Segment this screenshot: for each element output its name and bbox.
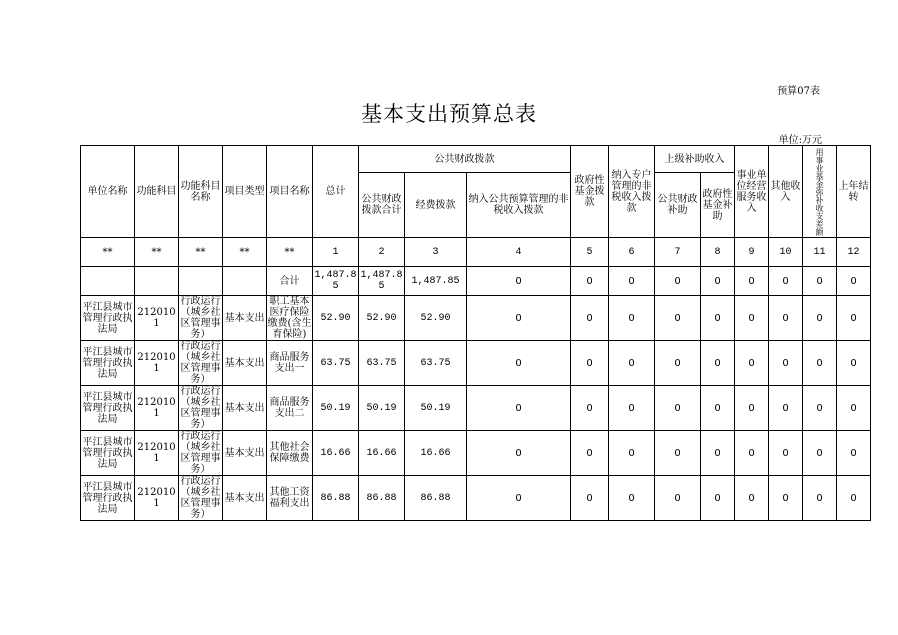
zero-cell: 0 <box>571 431 609 476</box>
zero-cell: 0 <box>655 476 701 521</box>
item-name-cell: 商品服务支出二 <box>267 386 313 431</box>
index-cell: 2 <box>359 238 405 267</box>
total-cell: 86.88 <box>313 476 359 521</box>
zero-cell: 0 <box>769 341 803 386</box>
public-total-cell: 86.88 <box>359 476 405 521</box>
zero-cell: 0 <box>701 341 735 386</box>
index-cell: ** <box>179 238 223 267</box>
zero-cell: 0 <box>571 386 609 431</box>
expense-cell: 63.75 <box>405 341 467 386</box>
total-zero-cell: 0 <box>769 267 803 296</box>
zero-cell: 0 <box>803 341 837 386</box>
header-superior-public: 公共财政补助 <box>655 173 701 238</box>
item-type-cell: 基本支出 <box>223 296 267 341</box>
index-cell: 5 <box>571 238 609 267</box>
header-item-type: 项目类型 <box>223 146 267 238</box>
public-total-cell: 50.19 <box>359 386 405 431</box>
zero-cell: 0 <box>803 476 837 521</box>
func-code-cell: 2120101 <box>135 341 179 386</box>
index-cell: ** <box>223 238 267 267</box>
index-cell: 10 <box>769 238 803 267</box>
zero-cell: 0 <box>701 296 735 341</box>
zero-cell: 0 <box>467 386 571 431</box>
header-prev-balance-text: 用事业基金弥补收支差额 <box>815 147 825 236</box>
zero-cell: 0 <box>467 476 571 521</box>
func-name-cell: 行政运行（城乡社区管理事务） <box>180 476 221 520</box>
total-zero-cell: 0 <box>571 267 609 296</box>
header-prev-balance <box>803 146 837 238</box>
table-row <box>81 341 871 386</box>
zero-cell: 0 <box>735 341 769 386</box>
index-cell: 4 <box>467 238 571 267</box>
unit-name-cell: 平江县城市管理行政执法局 <box>81 386 135 431</box>
zero-cell: 0 <box>609 386 655 431</box>
zero-cell: 0 <box>701 476 735 521</box>
item-type-cell: 基本支出 <box>223 476 267 521</box>
table-row <box>81 386 871 431</box>
header-item-name: 项目名称 <box>267 146 313 238</box>
header-superior-gov-fund: 政府性基金补助 <box>701 173 735 238</box>
zero-cell: 0 <box>701 386 735 431</box>
total-cell: 16.66 <box>313 431 359 476</box>
zero-cell: 0 <box>701 431 735 476</box>
total-public-cell: 1,487.85 <box>359 267 405 296</box>
public-total-cell: 63.75 <box>359 341 405 386</box>
func-code-cell: 2120101 <box>135 476 179 521</box>
zero-cell: 0 <box>769 386 803 431</box>
item-name-cell: 其他工资福利支出 <box>267 476 313 521</box>
zero-cell: 0 <box>837 476 871 521</box>
page-title: 基本支出预算总表 <box>361 102 537 126</box>
zero-cell: 0 <box>803 431 837 476</box>
total-cell: 52.90 <box>313 296 359 341</box>
total-zero-cell: 0 <box>655 267 701 296</box>
table-row <box>81 431 871 476</box>
func-name-cell: 行政运行（城乡社区管理事务） <box>180 341 221 385</box>
header-non-tax-alloc: 纳入公共预算管理的非税收入拨款 <box>467 173 571 238</box>
unit-name-cell: 平江县城市管理行政执法局 <box>81 296 135 341</box>
total-empty-cell: 合计 <box>267 267 313 296</box>
zero-cell: 0 <box>571 341 609 386</box>
item-name-cell: 商品服务支出一 <box>267 341 313 386</box>
index-cell: ** <box>135 238 179 267</box>
zero-cell: 0 <box>837 431 871 476</box>
zero-cell: 0 <box>735 431 769 476</box>
zero-cell: 0 <box>655 296 701 341</box>
func-name-cell: 行政运行（城乡社区管理事务） <box>180 296 221 340</box>
table-row <box>81 296 871 341</box>
header-unit-name: 单位名称 <box>81 146 135 238</box>
header-superior-subsidy: 上级补助收入 <box>655 146 735 173</box>
header-func-subject: 功能科目 <box>135 146 179 238</box>
index-cell: 3 <box>405 238 467 267</box>
header-total: 总计 <box>313 146 359 238</box>
unit-name-cell: 平江县城市管理行政执法局 <box>81 431 135 476</box>
expense-cell: 86.88 <box>405 476 467 521</box>
zero-cell: 0 <box>735 386 769 431</box>
expense-cell: 52.90 <box>405 296 467 341</box>
index-cell: ** <box>81 238 135 267</box>
item-name-cell: 职工基本医疗保险缴费(含生育保险) <box>267 296 312 340</box>
total-zero-cell: 0 <box>609 267 655 296</box>
index-cell: ** <box>267 238 313 267</box>
index-cell: 12 <box>837 238 871 267</box>
index-cell: 7 <box>655 238 701 267</box>
zero-cell: 0 <box>609 431 655 476</box>
expense-cell: 16.66 <box>405 431 467 476</box>
unit-name-cell: 平江县城市管理行政执法局 <box>81 341 135 386</box>
table-row <box>81 476 871 521</box>
header-func-subject-name: 功能科目名称 <box>179 146 223 238</box>
zero-cell: 0 <box>837 296 871 341</box>
total-empty-cell <box>135 267 179 296</box>
index-cell: 8 <box>701 238 735 267</box>
total-zero-cell: 0 <box>735 267 769 296</box>
header-public-fiscal: 公共财政拨款 <box>359 146 571 173</box>
func-code-cell: 2120101 <box>135 296 179 341</box>
zero-cell: 0 <box>769 476 803 521</box>
zero-cell: 0 <box>655 431 701 476</box>
index-cell: 9 <box>735 238 769 267</box>
zero-cell: 0 <box>609 296 655 341</box>
zero-cell: 0 <box>735 296 769 341</box>
index-cell: 11 <box>803 238 837 267</box>
zero-cell: 0 <box>467 296 571 341</box>
form-number: 预算07表 <box>777 86 820 97</box>
item-type-cell: 基本支出 <box>223 341 267 386</box>
zero-cell: 0 <box>655 341 701 386</box>
func-name-cell: 行政运行（城乡社区管理事务） <box>180 386 221 430</box>
zero-cell: 0 <box>769 296 803 341</box>
index-row <box>81 238 871 267</box>
total-empty-cell <box>223 267 267 296</box>
zero-cell: 0 <box>803 296 837 341</box>
total-empty-cell <box>179 267 223 296</box>
total-zero-cell: 0 <box>467 267 571 296</box>
item-name-cell: 其他社会保障缴费 <box>267 431 313 476</box>
total-zero-cell: 0 <box>701 267 735 296</box>
zero-cell: 0 <box>609 476 655 521</box>
zero-cell: 0 <box>467 431 571 476</box>
zero-cell: 0 <box>571 476 609 521</box>
zero-cell: 0 <box>571 296 609 341</box>
item-type-cell: 基本支出 <box>223 386 267 431</box>
expense-cell: 50.19 <box>405 386 467 431</box>
public-total-cell: 16.66 <box>359 431 405 476</box>
header-public-total: 公共财政拨款合计 <box>359 173 405 238</box>
total-zero-cell: 0 <box>837 267 871 296</box>
header-expense-alloc: 经费拨款 <box>405 173 467 238</box>
index-cell: 6 <box>609 238 655 267</box>
total-zero-cell: 0 <box>803 267 837 296</box>
header-business-income: 事业单位经营服务收入 <box>735 146 769 238</box>
header-prev-carry: 上年结转 <box>837 146 871 238</box>
total-cell: 50.19 <box>313 386 359 431</box>
budget-table <box>80 145 871 521</box>
header-gov-fund: 政府性基金拨款 <box>571 146 609 238</box>
header-other-income: 其他收入 <box>769 146 803 238</box>
zero-cell: 0 <box>837 386 871 431</box>
unit-label: 单位:万元 <box>778 135 822 146</box>
total-cell: 63.75 <box>313 341 359 386</box>
func-name-cell: 行政运行（城乡社区管理事务） <box>180 431 221 475</box>
func-code-cell: 2120101 <box>135 431 179 476</box>
item-type-cell: 基本支出 <box>223 431 267 476</box>
zero-cell: 0 <box>769 431 803 476</box>
zero-cell: 0 <box>655 386 701 431</box>
zero-cell: 0 <box>837 341 871 386</box>
unit-name-cell: 平江县城市管理行政执法局 <box>81 476 135 521</box>
total-cell: 1,487.85 <box>313 267 359 296</box>
total-expense-cell: 1,487.85 <box>405 267 467 296</box>
index-cell: 1 <box>313 238 359 267</box>
zero-cell: 0 <box>735 476 769 521</box>
header-special-mgmt: 纳入专户管理的非税收入拨款 <box>609 146 655 238</box>
zero-cell: 0 <box>803 386 837 431</box>
func-code-cell: 2120101 <box>135 386 179 431</box>
zero-cell: 0 <box>467 341 571 386</box>
zero-cell: 0 <box>609 341 655 386</box>
total-row <box>81 267 871 296</box>
public-total-cell: 52.90 <box>359 296 405 341</box>
total-empty-cell <box>81 267 135 296</box>
